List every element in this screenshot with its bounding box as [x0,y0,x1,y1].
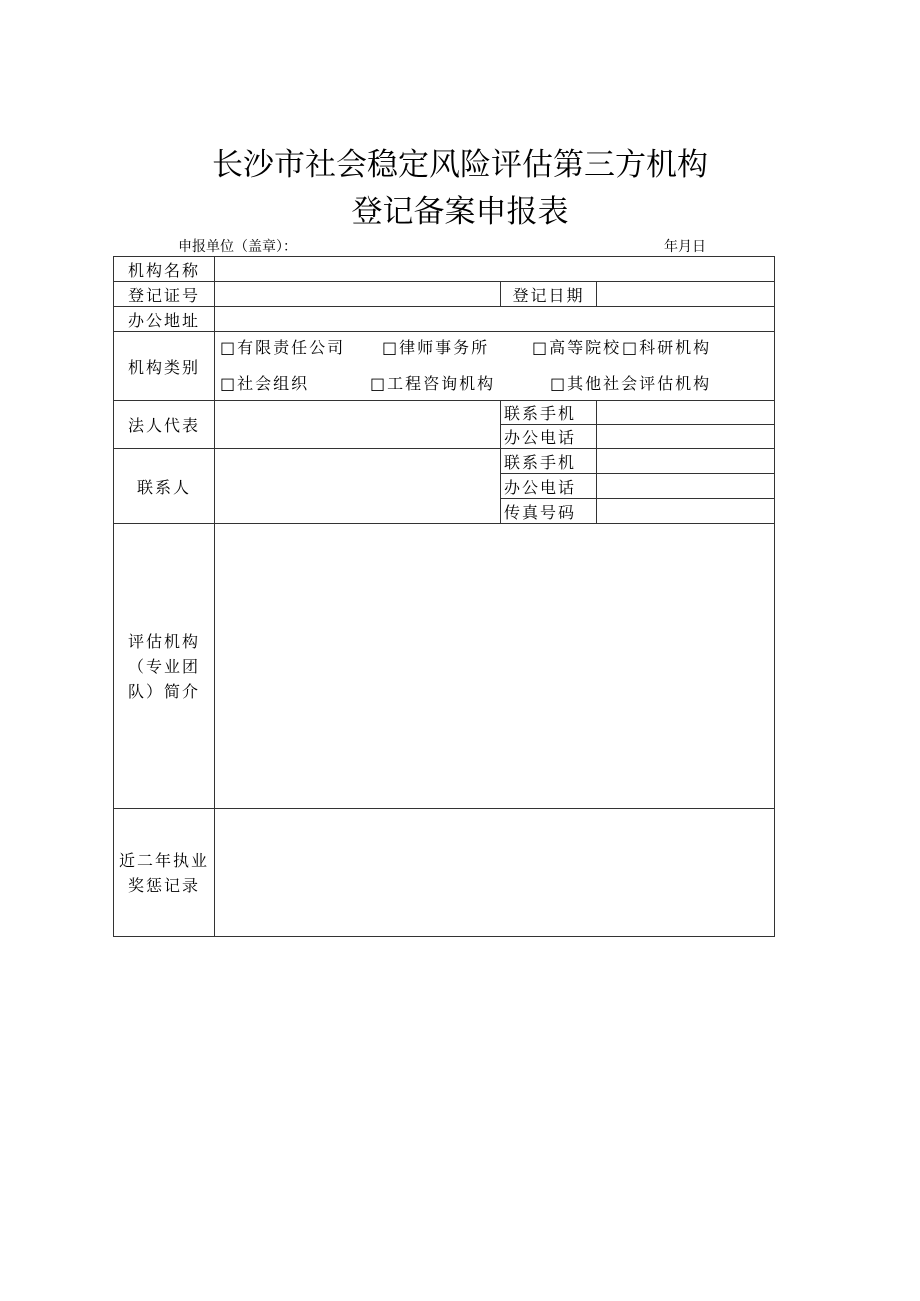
option-engineering-consulting[interactable]: □工程咨询机构 [370,374,496,393]
form-title-line2: 登记备案申报表 [351,194,569,230]
intro-label [114,524,215,809]
legal-rep-office-phone-field[interactable] [597,425,775,449]
fax-field[interactable] [597,499,775,524]
org-name-label: 机构名称 [114,257,215,282]
record-label [114,809,215,937]
intro-label-line3: 队）简介 [127,681,200,701]
address-label: 办公地址 [114,307,215,332]
category-label: 机构类别 [114,332,215,401]
org-name-field[interactable] [215,257,775,282]
legal-rep-field[interactable] [215,401,501,449]
intro-label-line1: 评估机构 [127,631,200,651]
legal-rep-mobile-field[interactable] [597,401,775,425]
option-law-firm[interactable]: □律师事务所 [382,338,490,357]
intro-label-line2: （专业团 [127,656,200,676]
contact-label: 联系人 [114,449,215,524]
reg-no-label: 登记证号 [114,282,215,307]
row-intro [114,524,775,809]
intro-field[interactable] [215,524,775,809]
row-category [114,332,775,401]
legal-rep-mobile-label: 联系手机 [501,401,597,425]
option-university[interactable]: □高等院校 [532,338,622,357]
row-reg-no [114,282,775,307]
fax-label: 传真号码 [501,499,597,524]
row-address [114,307,775,332]
applicant-seal-label: 申报单位（盖章）： [178,239,297,255]
record-label-line1: 近二年执业 [118,850,209,870]
option-research-institute[interactable]: □科研机构 [622,338,712,357]
reg-date-field[interactable] [597,282,775,307]
registration-form-table [113,256,775,937]
option-other-evaluation[interactable]: □其他社会评估机构 [550,374,712,393]
record-label-line2: 奖惩记录 [127,875,200,895]
row-legal-rep-mobile [114,401,775,425]
category-options [215,332,775,401]
contact-mobile-label: 联系手机 [501,449,597,474]
address-field[interactable] [215,307,775,332]
row-contact-mobile [114,449,775,474]
legal-rep-label: 法人代表 [114,401,215,449]
contact-field[interactable] [215,449,501,524]
reg-no-field[interactable] [215,282,501,307]
date-label: 年月日 [664,239,706,255]
contact-mobile-field[interactable] [597,449,775,474]
row-record [114,809,775,937]
reg-date-label: 登记日期 [501,282,597,307]
contact-office-phone-field[interactable] [597,474,775,499]
row-org-name [114,257,775,282]
record-field[interactable] [215,809,775,937]
contact-office-phone-label: 办公电话 [501,474,597,499]
option-social-organization[interactable]: □社会组织 [220,374,310,393]
option-limited-company[interactable]: □有限责任公司 [220,338,346,357]
legal-rep-office-phone-label: 办公电话 [501,425,597,449]
form-title-line1: 长沙市社会稳定风险评估第三方机构 [212,147,708,183]
